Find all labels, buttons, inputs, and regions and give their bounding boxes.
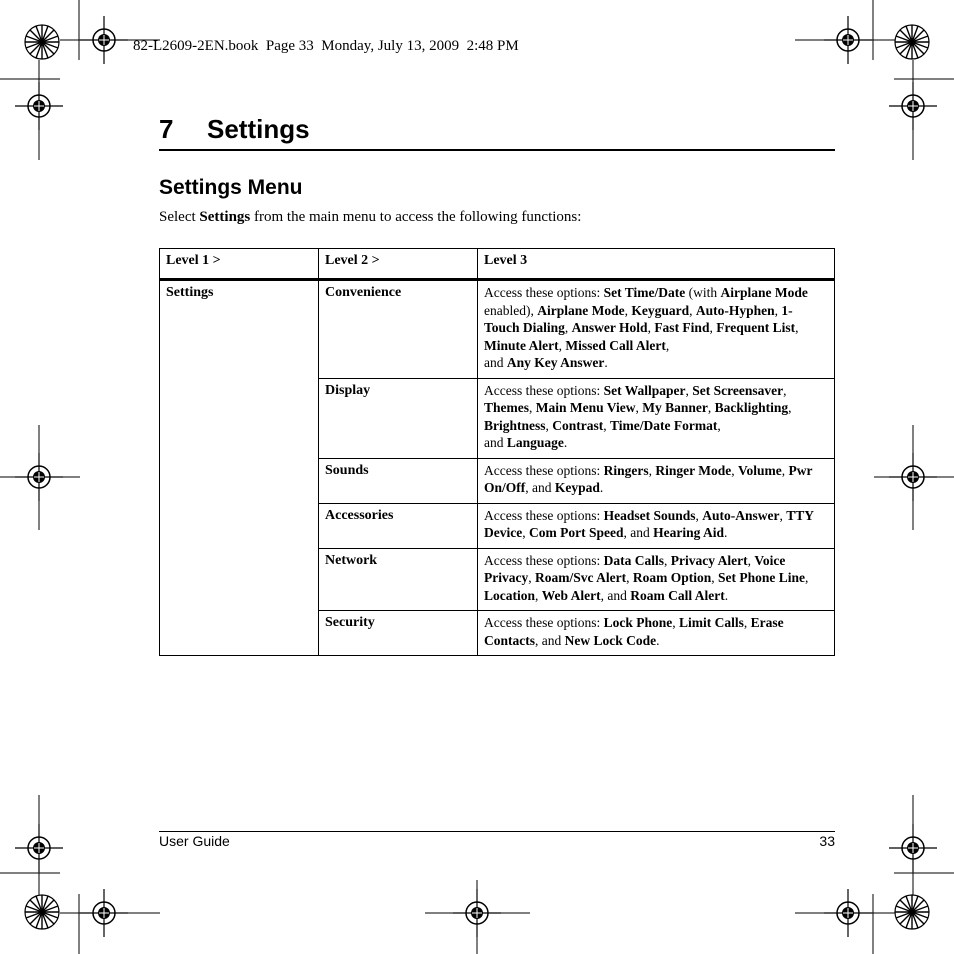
option-name: Any Key Answer xyxy=(506,355,605,370)
option-name: Language xyxy=(506,435,564,450)
chapter-heading xyxy=(159,111,835,151)
header-level-2: Level 2 > xyxy=(319,249,478,280)
option-text: . xyxy=(563,435,568,450)
option-name: Data Calls xyxy=(603,552,664,568)
option-text: , xyxy=(747,552,755,568)
option-text: , xyxy=(647,320,655,335)
option-name: Lock Phone xyxy=(603,615,673,630)
level3-cell xyxy=(478,503,835,548)
option-text: , xyxy=(535,587,542,603)
option-text: , xyxy=(774,302,782,318)
option-name: Roam Option xyxy=(632,570,712,585)
option-text: , xyxy=(689,302,696,318)
level3-cell xyxy=(478,458,835,503)
option-name: Set Screensaver xyxy=(692,382,784,398)
option-text: enabled), xyxy=(484,302,538,318)
option-name: Missed Call Alert xyxy=(565,337,666,353)
option-name: Privacy Alert xyxy=(670,552,748,568)
option-name: TTY Device xyxy=(484,507,814,540)
option-text: . xyxy=(724,525,728,540)
option-name: Web Alert xyxy=(541,587,601,603)
option-name: Volume xyxy=(737,462,782,478)
option-text: , xyxy=(626,570,633,585)
option-text: Access these options: xyxy=(484,552,604,568)
table-header-row xyxy=(160,249,835,280)
option-text: and xyxy=(484,355,507,370)
option-text: Access these options: xyxy=(484,615,604,630)
option-text: , xyxy=(685,382,693,398)
option-name: Minute Alert xyxy=(484,337,559,353)
option-text: Access these options: xyxy=(484,507,604,523)
section-title: Settings Menu xyxy=(159,176,303,199)
option-name: Time/Date Format xyxy=(610,417,718,433)
option-text: , and xyxy=(600,587,631,603)
option-text: , xyxy=(695,507,703,523)
level2-cell: Sounds xyxy=(319,458,478,503)
option-name: Auto-Hyphen xyxy=(695,302,775,318)
option-name: Erase Contacts xyxy=(484,615,784,648)
option-text: Access these options: xyxy=(484,462,604,478)
option-text: , xyxy=(648,462,656,478)
option-text: , and xyxy=(623,525,654,540)
option-text: . xyxy=(656,632,660,648)
option-name: Roam/Svc Alert xyxy=(534,570,627,585)
option-text: , xyxy=(672,615,679,630)
option-text: , xyxy=(603,417,611,433)
option-text: . xyxy=(604,355,608,370)
level3-cell xyxy=(478,611,835,656)
table-body xyxy=(160,280,835,656)
option-name: Main Menu View xyxy=(535,400,636,415)
level1-cell: Settings xyxy=(160,280,319,656)
option-name: Hearing Aid xyxy=(653,525,724,540)
footer-rule xyxy=(159,831,835,832)
option-name: Location xyxy=(484,587,536,603)
option-name: Ringer Mode xyxy=(655,462,732,478)
chapter-title: Settings xyxy=(207,114,310,144)
chapter-number: 7 xyxy=(159,114,174,144)
option-name: Set Time/Date xyxy=(603,285,686,300)
level2-cell: Convenience xyxy=(319,280,478,379)
option-text: , xyxy=(707,400,715,415)
option-name: My Banner xyxy=(642,400,708,415)
option-text: , xyxy=(795,320,799,335)
level3-cell xyxy=(478,280,835,379)
option-name: Limit Calls xyxy=(679,615,744,630)
level3-cell xyxy=(478,378,835,458)
option-name: Themes xyxy=(484,400,529,415)
option-name: Roam Call Alert xyxy=(630,587,725,603)
option-name: Set Wallpaper xyxy=(603,382,686,398)
option-name: Pwr On/Off xyxy=(484,462,813,495)
option-text: , xyxy=(564,320,572,335)
option-text: , and xyxy=(535,632,565,648)
option-name: Brightness xyxy=(484,417,546,433)
option-text: , xyxy=(781,462,789,478)
option-name: Frequent List xyxy=(716,320,796,335)
option-text: , xyxy=(663,552,671,568)
option-text: , xyxy=(624,302,632,318)
option-name: Set Phone Line xyxy=(717,570,805,585)
option-text: . xyxy=(599,480,604,495)
option-name: Headset Sounds xyxy=(603,507,696,523)
option-text: and xyxy=(484,435,507,450)
print-slug: 82-L2609-2EN.book Page 33 Monday, July 13, 2009 2:48 PM xyxy=(133,38,519,54)
option-text: , xyxy=(731,462,738,478)
intro-text: Select xyxy=(159,209,200,225)
option-name: Fast Find xyxy=(654,320,710,335)
level2-cell: Display xyxy=(319,378,478,458)
option-text: , xyxy=(805,570,809,585)
option-name: Voice Privacy xyxy=(484,552,786,585)
option-text: Access these options: xyxy=(484,285,604,300)
option-name: Auto-Answer xyxy=(702,507,780,523)
option-name: Answer Hold xyxy=(571,320,648,335)
option-name: Keypad xyxy=(554,480,600,495)
option-text: , xyxy=(783,382,787,398)
header-level-1: Level 1 > xyxy=(160,249,319,280)
option-text: , xyxy=(558,337,566,353)
option-text: , xyxy=(743,615,751,630)
level3-cell xyxy=(478,548,835,611)
option-text: (with xyxy=(685,285,721,300)
footer-title: User Guide xyxy=(159,833,230,849)
intro-paragraph xyxy=(159,209,581,226)
level2-cell: Accessories xyxy=(319,503,478,548)
option-text: , xyxy=(528,570,535,585)
option-name: Airplane Mode xyxy=(537,302,625,318)
option-text: , xyxy=(545,417,553,433)
option-name: Contrast xyxy=(552,417,604,433)
option-name: Keyguard xyxy=(631,302,690,318)
option-text: , xyxy=(635,400,643,415)
table-row xyxy=(160,280,835,379)
level2-cell: Security xyxy=(319,611,478,656)
option-text: , xyxy=(522,525,529,540)
option-text: , xyxy=(709,320,717,335)
header-level-3: Level 3 xyxy=(478,249,835,280)
option-name: Airplane Mode xyxy=(720,285,808,300)
page-number: 33 xyxy=(819,833,835,849)
option-name: Backlighting xyxy=(714,400,789,415)
settings-menu-table xyxy=(159,248,835,656)
option-name: New Lock Code xyxy=(564,632,657,648)
option-text: , xyxy=(711,570,718,585)
option-text: , xyxy=(665,337,670,353)
option-text: , and xyxy=(525,480,555,495)
option-name: 1-Touch Dialing xyxy=(484,302,793,335)
option-text: , xyxy=(788,400,792,415)
option-text: Access these options: xyxy=(484,382,604,398)
level2-cell: Network xyxy=(319,548,478,611)
option-text: , xyxy=(529,400,536,415)
option-name: Com Port Speed xyxy=(528,525,624,540)
option-name: Ringers xyxy=(603,462,649,478)
option-text: , xyxy=(717,417,721,433)
intro-text-rest: from the main menu to access the following functions: xyxy=(250,209,582,225)
option-text: . xyxy=(724,587,729,603)
option-text: , xyxy=(779,507,787,523)
intro-bold-term: Settings xyxy=(199,209,251,225)
